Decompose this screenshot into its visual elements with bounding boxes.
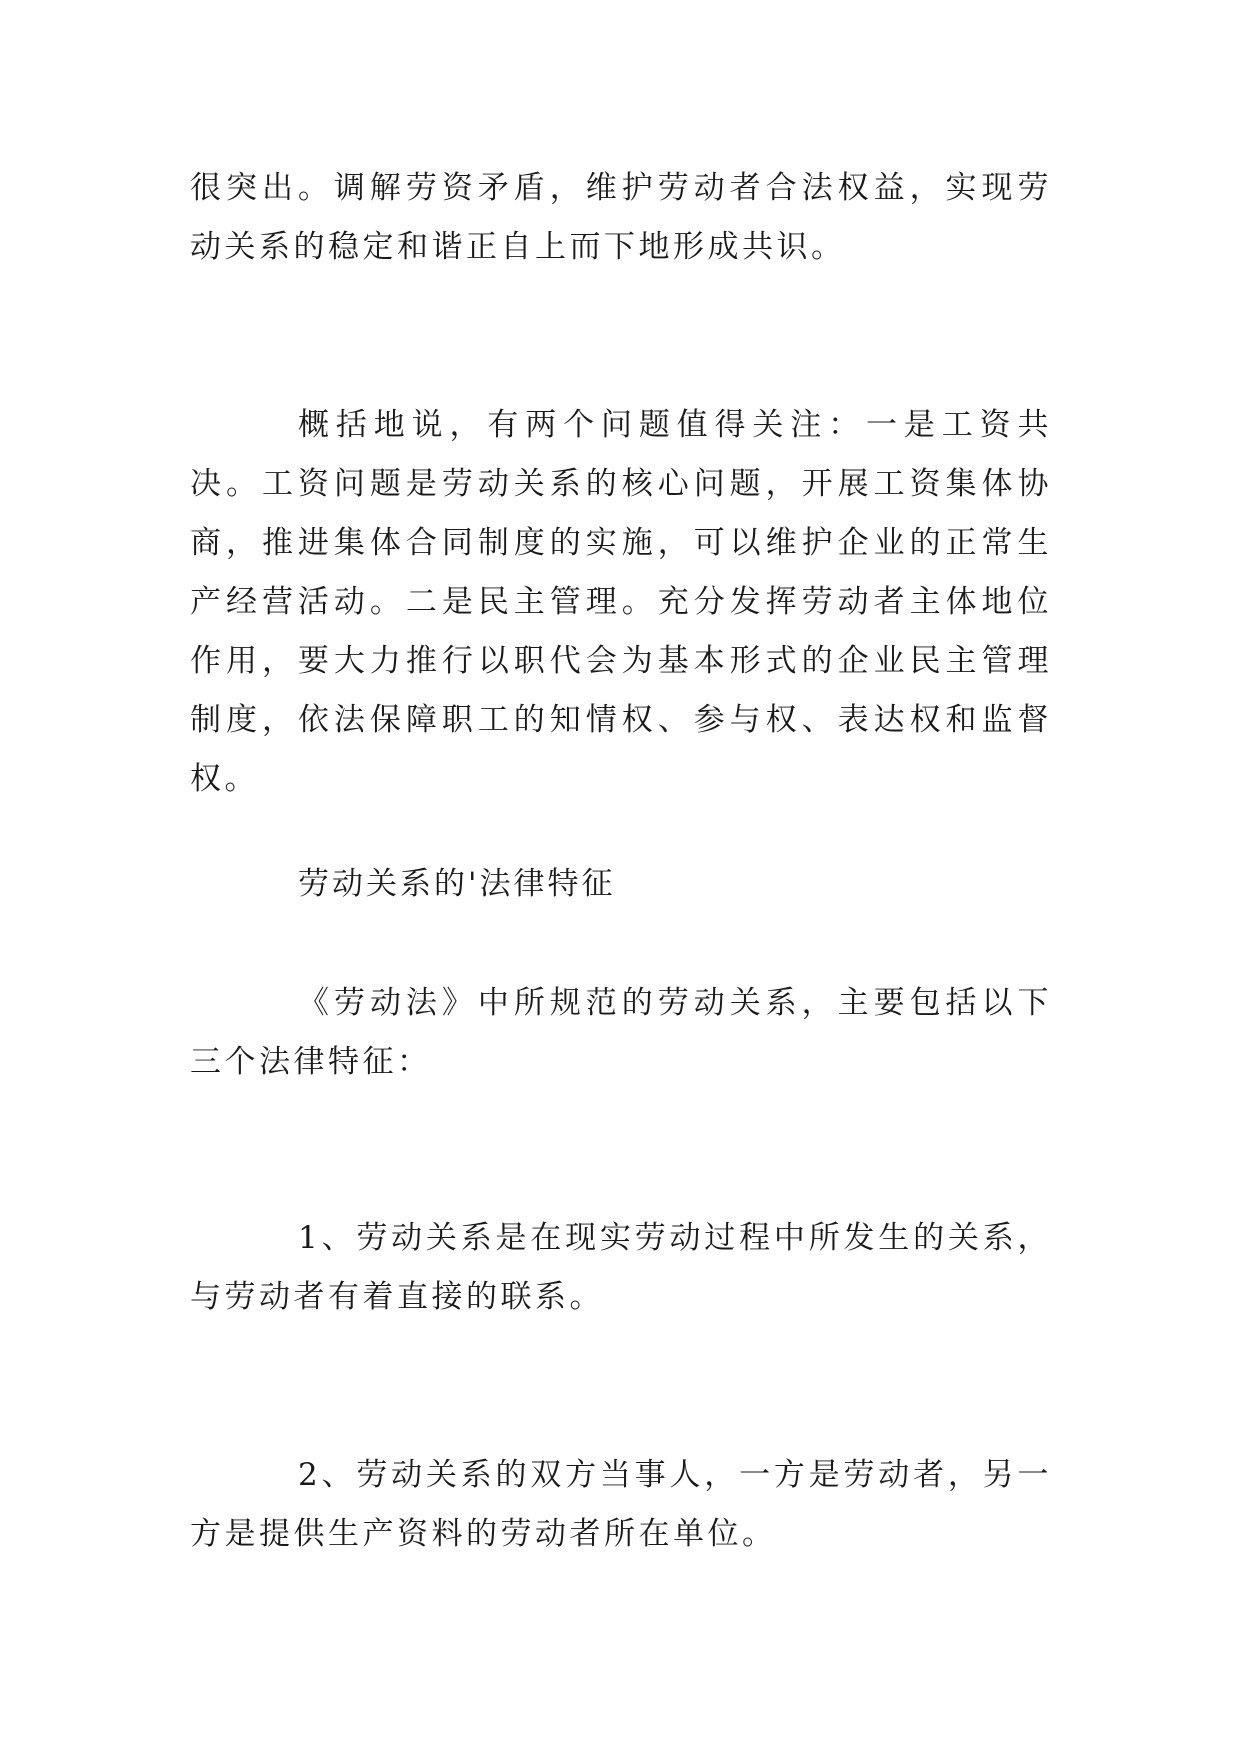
list-item-2: 2、劳动关系的双方当事人，一方是劳动者，另一方是提供生产资料的劳动者所在单位。 [190,1457,1052,1552]
paragraph-continuation: 很突出。调解劳资矛盾，维护劳动者合法权益，实现劳动关系的稳定和谐正自上而下地形成共识。 [190,170,1052,265]
list-item-1: 1、劳动关系是在现实劳动过程中所发生的关系，与劳动者有着直接的联系。 [190,1220,1052,1315]
paragraph-intro: 《劳动法》中所规范的劳动关系，主要包括以下三个法律特征： [190,985,1052,1080]
section-heading: 劳动关系的'法律特征 [298,866,616,902]
paragraph-summary: 概括地说，有两个问题值得关注：一是工资共决。工资问题是劳动关系的核心问题，开展工资集体协商，推进集体合同制度的实施，可以维护企业的正常生产经营活动。二是民主管理。充分发挥劳动者主体地位作用，要大力推行以职代会为基本形式的企业民主管理制度，依法保障职工的知情权、参与权、表达权和监督权。 [190,407,1052,797]
